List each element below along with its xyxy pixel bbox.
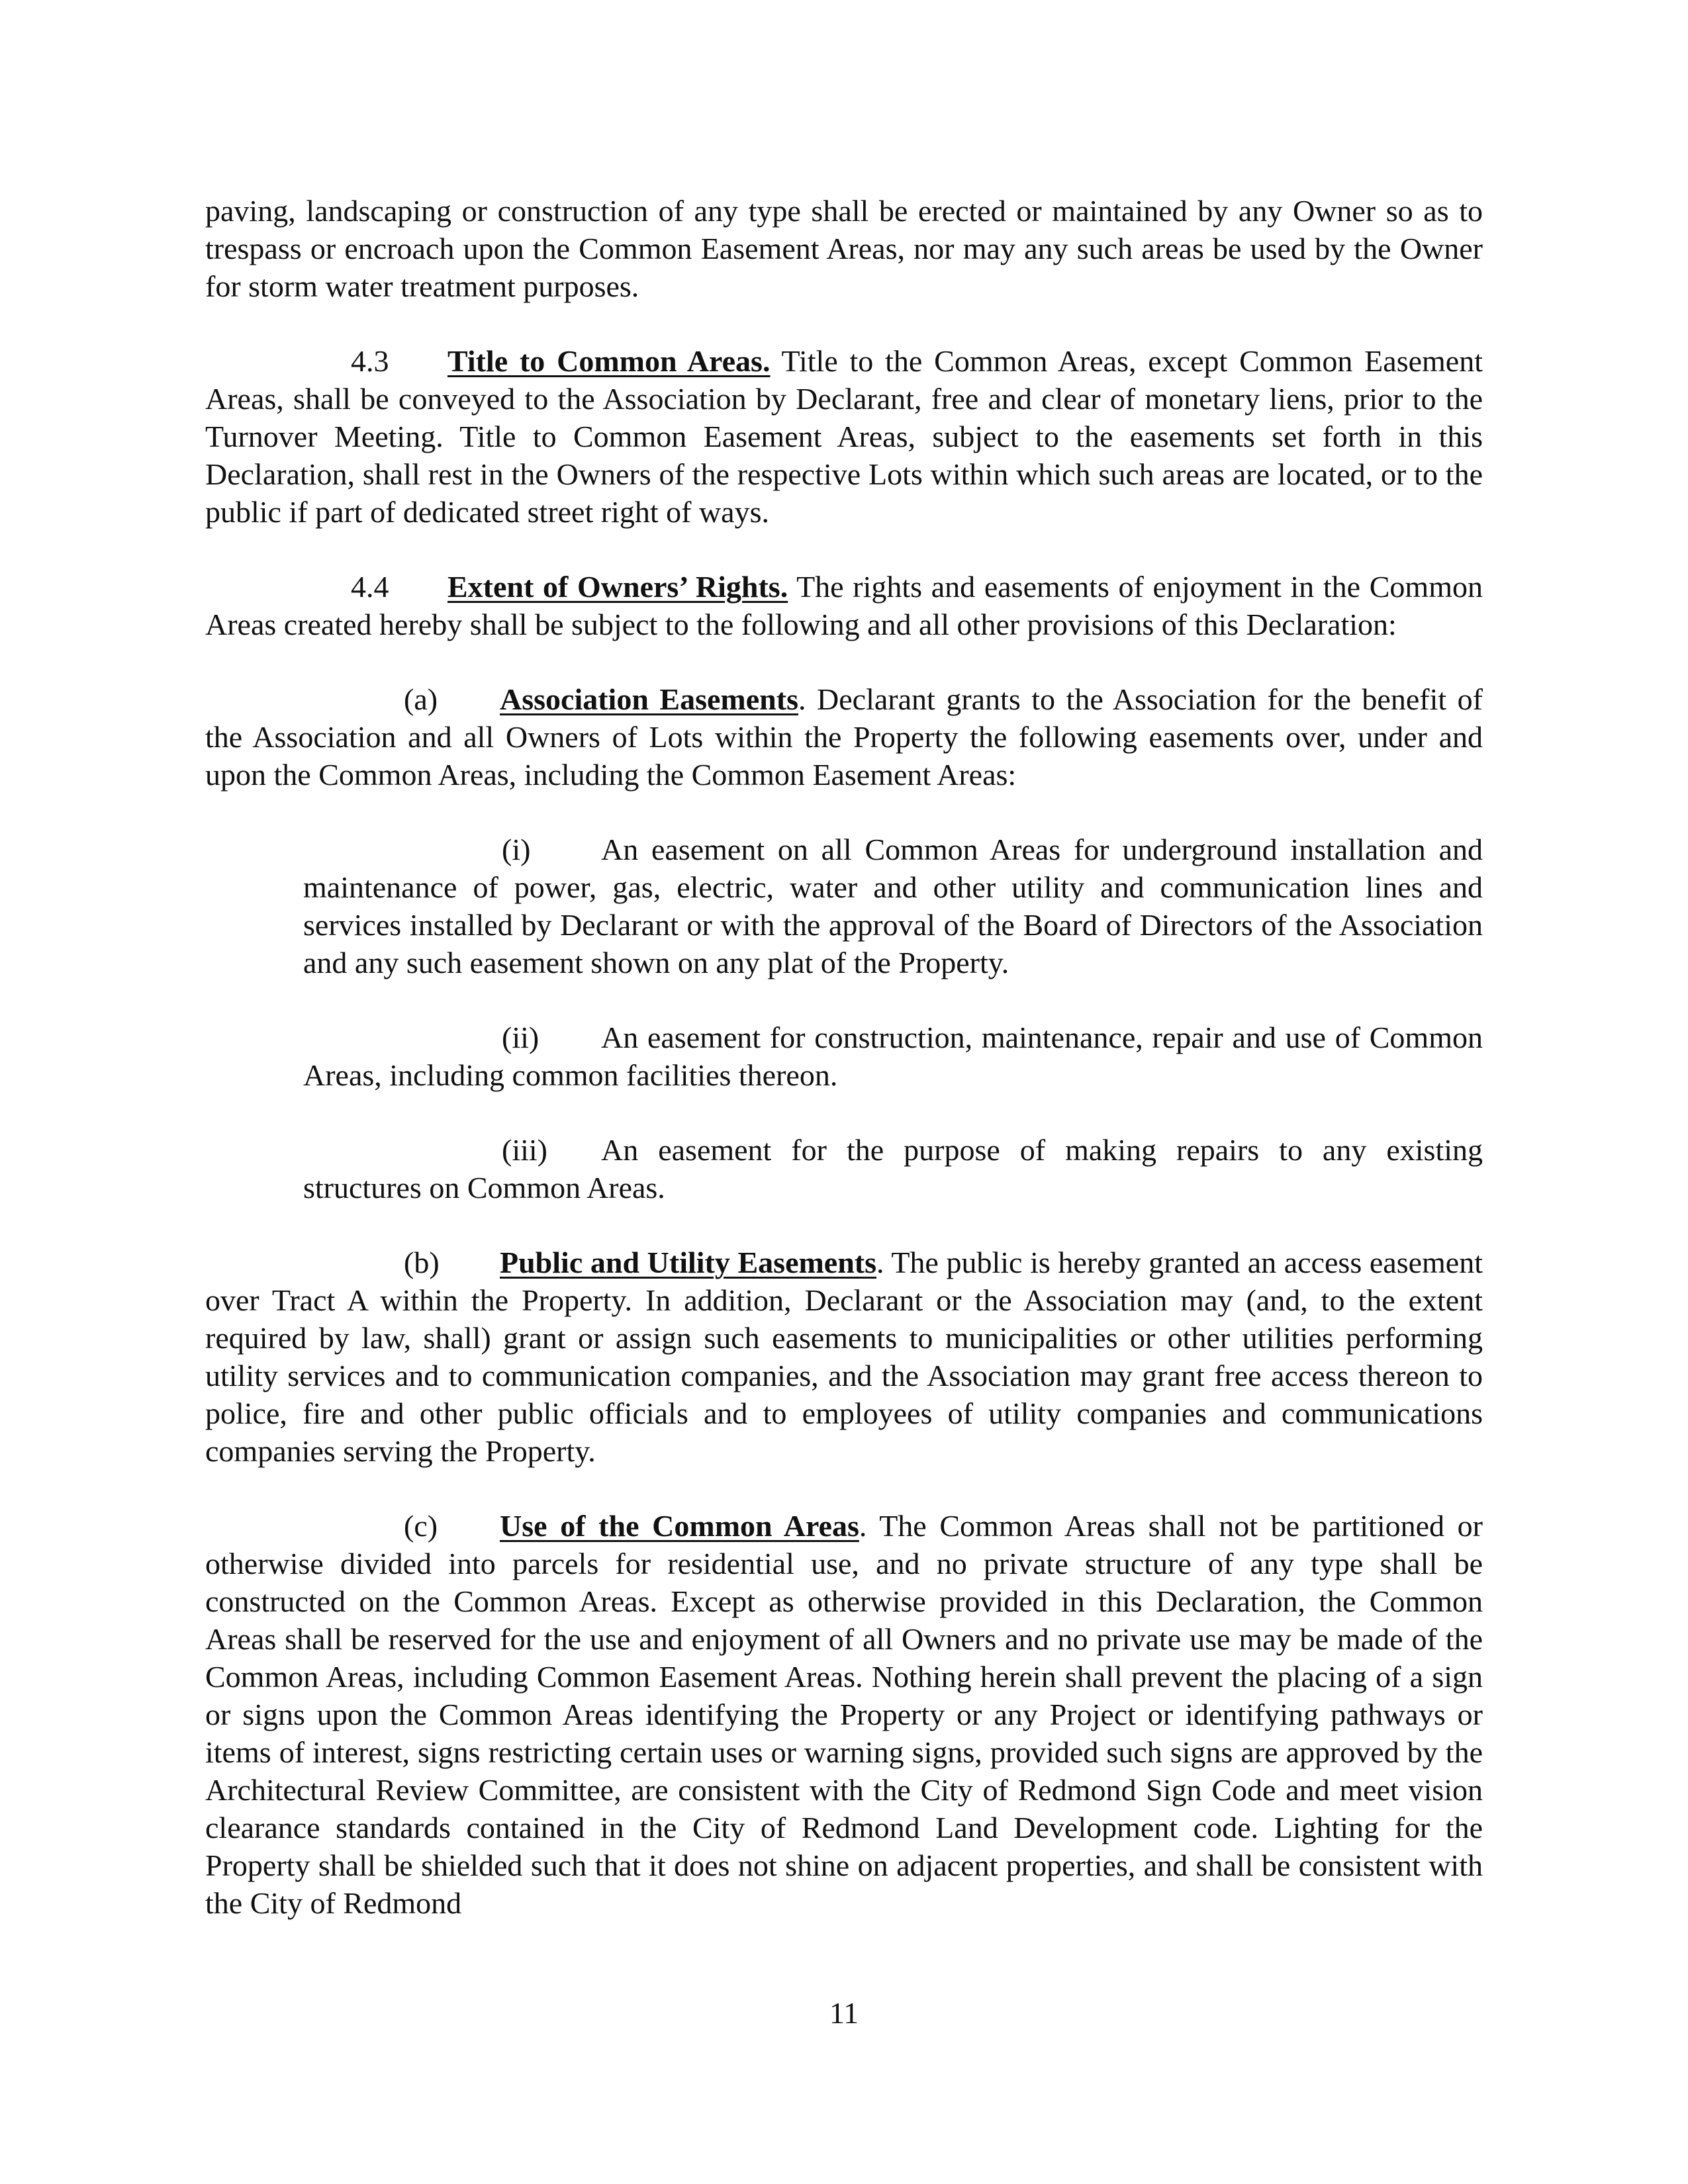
section-number: 4.4 [351, 570, 389, 604]
item-label: (iii) [502, 1133, 547, 1167]
subsection-label: (c) [404, 1509, 438, 1543]
subsection-label: (b) [404, 1246, 440, 1279]
section-number: 4.3 [351, 344, 389, 378]
section-text: The rights and easements of enjoyment in the Common Areas created hereby shall be subject to the following and all other provisions of this Declaration: [205, 570, 1483, 641]
section-4-4 [205, 568, 1483, 643]
subsection-a [205, 680, 1483, 794]
subsection-text: . The public is hereby granted an access easement over Tract A within the Property. In addition, Declarant or the Association may (and, to the extent required by law, shall) grant or assign such easements to municipalities or other utilities performing utility services and to communication companies, and the Association may grant free access thereon to police, fire and other public officials and to employees of utility companies and communications companies serving the Property. [205, 1246, 1483, 1468]
subsection-heading: Association Easements [500, 682, 798, 716]
subsection-heading: Use of the Common Areas [500, 1509, 859, 1543]
subsection-c [205, 1507, 1483, 1922]
subsection-b [205, 1244, 1483, 1470]
item-label: (i) [502, 833, 531, 866]
subsection-text: . The Common Areas shall not be partitioned or otherwise divided into parcels for residential use, and no private structure of any type shall be constructed on the Common Areas. Except as otherwise provided in this Declaration, the Common Areas shall be reserved for the use and enjoyment of all Owners and no private use may be made of the Common Areas, including Common Easement Areas. Nothing herein shall prevent the placing of a sign or signs upon the Common Areas identifying the Property or any Project or identifying pathways or items of interest, signs restricting certain uses or warning signs, provided such signs are approved by the Architectural Review Committee, are consistent with the City of Redmond Sign Code and meet vision clearance standards contained in the City of Redmond Land Development code. Lighting for the Property shall be shielded such that it does not shine on adjacent properties, and shall be consistent with the City of Redmond [205, 1509, 1483, 1920]
section-heading: Title to Common Areas. [447, 344, 771, 378]
section-4-3 [205, 342, 1483, 531]
section-text: Title to the Common Areas, except Common Easement Areas, shall be conveyed to the Association by Declarant, free and clear of monetary liens, prior to the Turnover Meeting. Title to Common Easement Areas, subject to the easements set forth in this Declaration, shall rest in the Owners of the respective Lots within which such areas are located, or to the public if part of dedicated street right of ways. [205, 344, 1483, 529]
continuation-paragraph: paving, landscaping or construction of any type shall be erected or maintained by any Owner so as to trespass or encroach upon the Common Easement Areas, nor may any such areas be used by the Owner for storm water treatment purposes. [205, 194, 1483, 303]
item-iii [303, 1131, 1483, 1206]
item-text: An easement for construction, maintenance, repair and use of Common Areas, including common facilities thereon. [303, 1021, 1483, 1092]
item-label: (ii) [502, 1021, 539, 1054]
subsection-label: (a) [404, 682, 438, 716]
item-text: An easement on all Common Areas for underground installation and maintenance of power, gas, electric, water and other utility and communication lines and services installed by Declarant or with the approval of the Board of Directors of the Association and any such easement shown on any plat of the Property. [303, 833, 1483, 979]
document-body [205, 192, 1483, 1959]
page-number: 11 [829, 1996, 859, 2030]
item-ii [303, 1019, 1483, 1094]
section-heading: Extent of Owners’ Rights. [447, 570, 788, 604]
item-text: An easement for the purpose of making repairs to any existing structures on Common Areas. [303, 1133, 1483, 1205]
item-i [303, 831, 1483, 981]
subsection-text: . Declarant grants to the Association for the benefit of the Association and all Owners of Lots within the Property the following easements over, under and upon the Common Areas, including the Common Easement Areas: [205, 682, 1483, 792]
subsection-heading: Public and Utility Easements [500, 1246, 877, 1279]
